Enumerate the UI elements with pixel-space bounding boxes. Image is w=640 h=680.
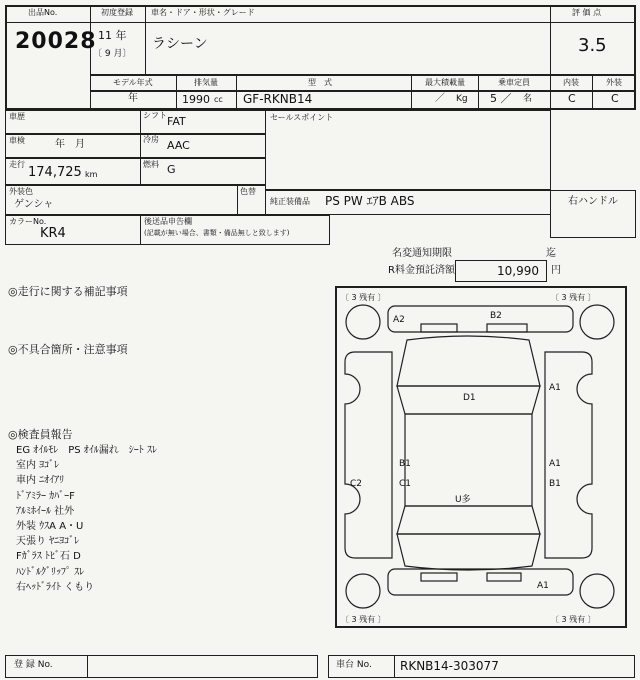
max-load-value-cell [411,91,479,110]
score-value: 3.5 [578,35,607,56]
rear-garnish-outline [487,573,521,581]
tread-mark-top-right: 〔 3 残有 〕 [551,293,596,302]
reg-no-label: 登 録 No. [14,660,53,670]
car-name-value: ラシーン [152,36,208,52]
handle-value: 右ハンドル [568,196,618,207]
displacement-unit: cc [214,95,223,104]
car-diagram-box [335,286,627,628]
wheel-rear-left [346,574,380,608]
chassis-no-value: RKNB14-303077 [400,659,499,673]
damage-code-left-door-1: B1 [399,459,411,469]
first-reg-month: 〔 9 月〕 [93,49,132,59]
damage-code-roof-front: D1 [463,393,476,403]
damage-code-left-door-2: C1 [399,479,412,489]
front-bumper-outline [388,306,573,332]
type-label: 型 式 [308,78,332,87]
capacity-label: 乗車定員 [498,78,530,87]
ext-color-label: 外装色 [9,187,33,196]
type-value: GF-RKNB14 [243,92,313,106]
sales-point-label: セールスポイント [270,113,334,122]
car-diagram [337,288,625,626]
shaken-label: 車検 [9,136,25,145]
max-load-value: ／ [435,93,445,104]
chassis-no-label: 車台 No. [336,660,372,670]
inspector-report-lines [16,443,157,595]
exhibit-no-value: 20028 [15,29,97,54]
exterior-label: 外装 [606,78,622,87]
equipment-value: PS PW ｴｱB ABS [325,194,415,208]
first-reg-year: 11 年 [98,29,127,42]
later-items-note: (記載が無い場合、書類・備品無しと致します) [144,229,290,237]
equipment-label: 純正装備品 [270,197,310,206]
max-load-label: 最大積載量 [425,78,465,87]
score-label: 評 価 点 [572,8,602,17]
wheel-front-left [346,305,380,339]
color-no-label: カラーNo. [9,217,47,226]
roof-outline [405,414,532,506]
first-reg-label: 初度登録 [101,8,133,17]
front-plate-outline [421,324,457,332]
left-side-panel-outline [345,352,392,558]
trunk-outline [397,534,540,570]
rear-plate-outline [421,573,457,581]
interior-grade: C [568,92,576,105]
history-cell [5,110,141,134]
recycle-fee-unit: 円 [551,265,561,276]
recycle-fee-label: R料金預託済額 [388,265,455,276]
max-load-unit: Kg [456,94,468,104]
shift-label: シフト [143,111,167,120]
displacement-label: 排気量 [194,78,218,87]
rear-window-outline [397,506,540,534]
recycle-fee-value: 10,990 [497,264,539,278]
damage-code-right-door-1: A1 [549,459,561,469]
capacity-unit: 名 [523,94,533,104]
tread-mark-bottom-left: 〔 3 残有 〕 [341,615,386,624]
inspector-line: 外装 ｳｽA A・U [16,521,84,533]
damage-code-right-door-2: B1 [549,479,561,489]
damage-code-right-front: A1 [549,383,561,393]
mileage-notes-title: ◎走行に関する補記事項 [8,285,128,298]
color-change-label: 色替 [240,187,256,196]
mileage-label: 走行 [9,160,25,169]
tread-mark-bottom-right: 〔 3 残有 〕 [551,615,596,624]
damage-code-left-side: C2 [350,479,363,489]
shift-value: FAT [167,115,186,128]
damage-code-front-center: B2 [490,311,502,321]
shaken-value: 年 月 [55,139,85,150]
exhibit-no-label: 出品No. [28,8,58,17]
sales-point-cell [265,110,551,190]
model-year-value: 年 [128,93,138,104]
inspector-line: 室内 ﾖｺﾞﾚ [16,460,60,472]
exterior-grade: C [611,92,619,105]
later-items-label: 後送品申告欄 [144,217,192,226]
inspector-line: 右ﾍｯﾄﾞﾗｲﾄ くもり [16,581,95,593]
hood-outline [397,336,540,386]
inspector-line: Fｶﾞﾗｽ ﾄﾋﾞ石 D [16,551,81,563]
damage-code-front-left: A2 [393,315,405,325]
history-label: 車歴 [9,112,25,121]
name-change-suffix: 迄 [546,248,556,259]
inspector-line: ｱﾙﾐﾎｲｰﾙ 社外 [16,505,75,517]
capacity-value-cell [478,91,551,110]
tread-mark-top-left: 〔 3 残有 〕 [341,293,386,302]
name-change-label: 名変通知期限 [392,248,452,259]
color-no-value: KR4 [40,226,66,241]
wheel-front-right [580,305,614,339]
front-grille-outline [487,324,527,332]
mileage-value: 174,725 [28,165,82,180]
capacity-value: 5 ／ [490,92,512,105]
damage-code-rear-right: A1 [537,581,549,591]
fuel-label: 燃料 [143,160,159,169]
damage-code-roof-center: U多 [455,495,471,505]
wheel-rear-right [580,574,614,608]
displacement-value: 1990 [182,93,210,106]
fuel-value: G [167,163,176,176]
ac-value: AAC [167,139,190,152]
inspector-line: 車内 ﾆｵｲｱﾘ [16,475,65,487]
defects-title: ◎不具合箇所・注意事項 [8,343,128,356]
inspector-line: ﾊﾝﾄﾞﾙｸﾞﾘｯﾌﾟ ｽﾚ [16,566,85,578]
inspector-title: ◎検査員報告 [8,428,73,441]
ext-color-value: ゲンシャ [14,199,54,210]
inspector-line: ﾄﾞｱﾐﾗｰ ｶﾊﾞｰF [16,490,75,502]
reg-no-value-cell [87,655,318,678]
ac-label: 冷房 [143,135,159,144]
inspector-line: EG ｵｲﾙﾓﾚ PS ｵｲﾙ漏れ ｼｰﾄ ｽﾚ [16,445,157,456]
mileage-unit: km [85,170,98,179]
interior-label: 内装 [563,78,579,87]
inspector-line: 天張り ﾔﾆﾖｺﾞﾚ [16,536,80,548]
model-year-label: モデル年式 [113,78,153,87]
car-name-label: 車名・ドア・形状・グレード [151,8,255,17]
